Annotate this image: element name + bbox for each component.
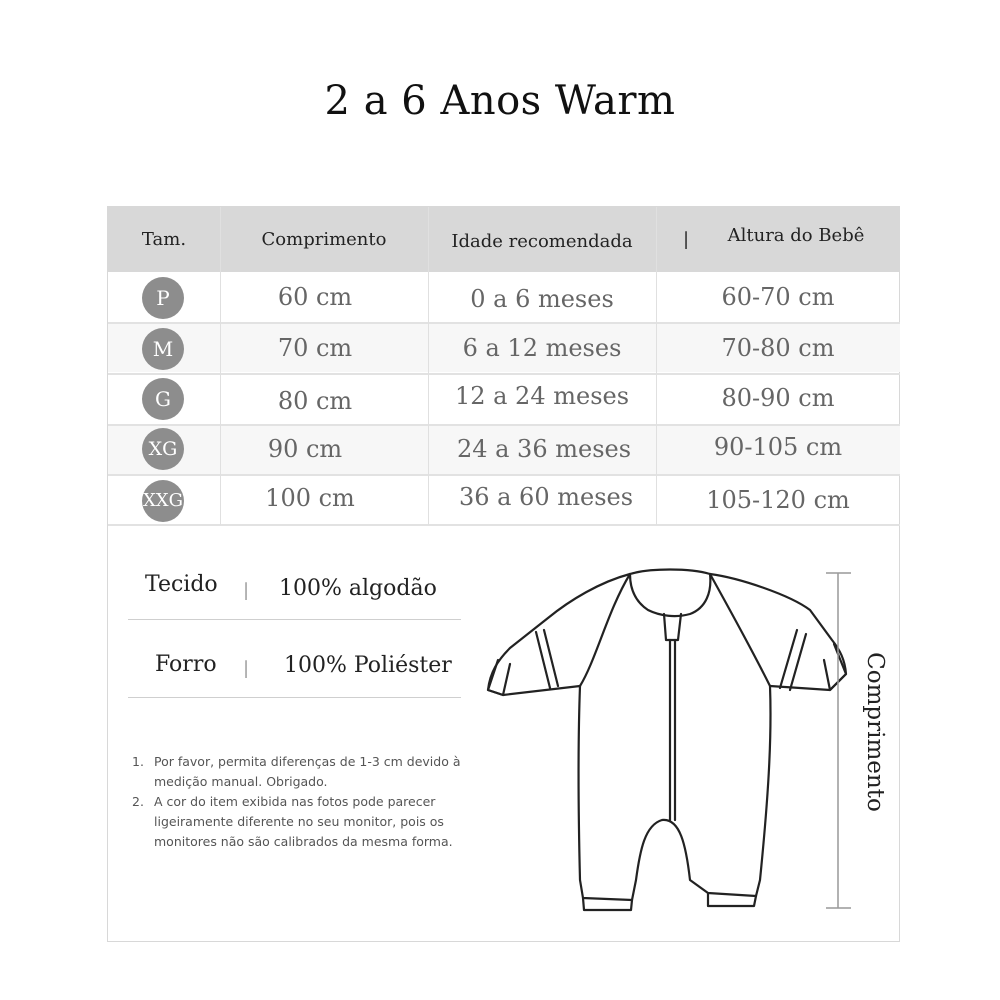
- note-item: [132, 792, 482, 852]
- age-cell: 0 a 6 meses: [470, 285, 614, 313]
- spec-divider: [128, 619, 461, 620]
- length-cell: 80 cm: [277, 387, 353, 415]
- length-cell: 90 cm: [267, 435, 343, 463]
- fabric-value: 100% algodão: [279, 576, 437, 601]
- header-age: Idade recomendada: [451, 231, 633, 252]
- header-separator: |: [682, 229, 690, 250]
- note-number: 1.: [132, 754, 144, 769]
- age-cell: 12 a 24 meses: [454, 382, 630, 410]
- note-text: Por favor, permita diferenças de 1-3 cm devido à medição manual. Obrigado.: [154, 754, 461, 789]
- notes-list: [132, 752, 482, 852]
- height-cell: 80-90 cm: [721, 384, 835, 412]
- lining-value: 100% Poliéster: [284, 653, 452, 678]
- height-cell: 90-105 cm: [713, 433, 843, 461]
- height-cell: 70-80 cm: [721, 334, 835, 362]
- lining-separator: |: [243, 658, 250, 679]
- size-badge: XXG: [142, 480, 184, 522]
- note-item: [132, 752, 482, 792]
- header-size: Tam.: [141, 229, 187, 250]
- note-text: A cor do item exibida nas fotos pode parecer ligeiramente diferente no seu monitor, pois os monitores não são calibrados da mesma forma.: [154, 794, 453, 849]
- lining-label: Forro: [155, 652, 217, 677]
- header-length: Comprimento: [261, 229, 387, 250]
- length-cell: 70 cm: [277, 334, 353, 362]
- age-cell: 6 a 12 meses: [462, 334, 622, 362]
- body-outline: [488, 574, 846, 900]
- age-cell: 24 a 36 meses: [456, 435, 632, 463]
- zipper-pull: [664, 614, 681, 640]
- fabric-label: Tecido: [145, 572, 218, 597]
- right-cuff: [824, 644, 846, 690]
- size-badge: M: [142, 328, 184, 370]
- size-badge: P: [142, 277, 184, 319]
- length-cell: 60 cm: [277, 283, 353, 311]
- height-cell: 105-120 cm: [706, 486, 850, 514]
- collar-outline: [630, 570, 710, 617]
- size-badge: G: [142, 378, 184, 420]
- right-sleeve-seam: [710, 574, 770, 686]
- fabric-separator: |: [243, 580, 250, 601]
- sleepsuit-illustration: [470, 560, 870, 920]
- age-cell: 36 a 60 meses: [458, 483, 634, 511]
- length-label: Comprimento: [862, 652, 888, 812]
- spec-divider: [128, 697, 461, 698]
- note-number: 2.: [132, 794, 144, 809]
- header-height: Altura do Bebê: [727, 225, 865, 246]
- length-cell: 100 cm: [265, 484, 355, 512]
- table-header: [108, 207, 900, 272]
- height-cell: 60-70 cm: [721, 283, 835, 311]
- left-cuff: [488, 660, 510, 695]
- page-title: 2 a 6 Anos Warm: [324, 78, 676, 124]
- size-badge: XG: [142, 428, 184, 470]
